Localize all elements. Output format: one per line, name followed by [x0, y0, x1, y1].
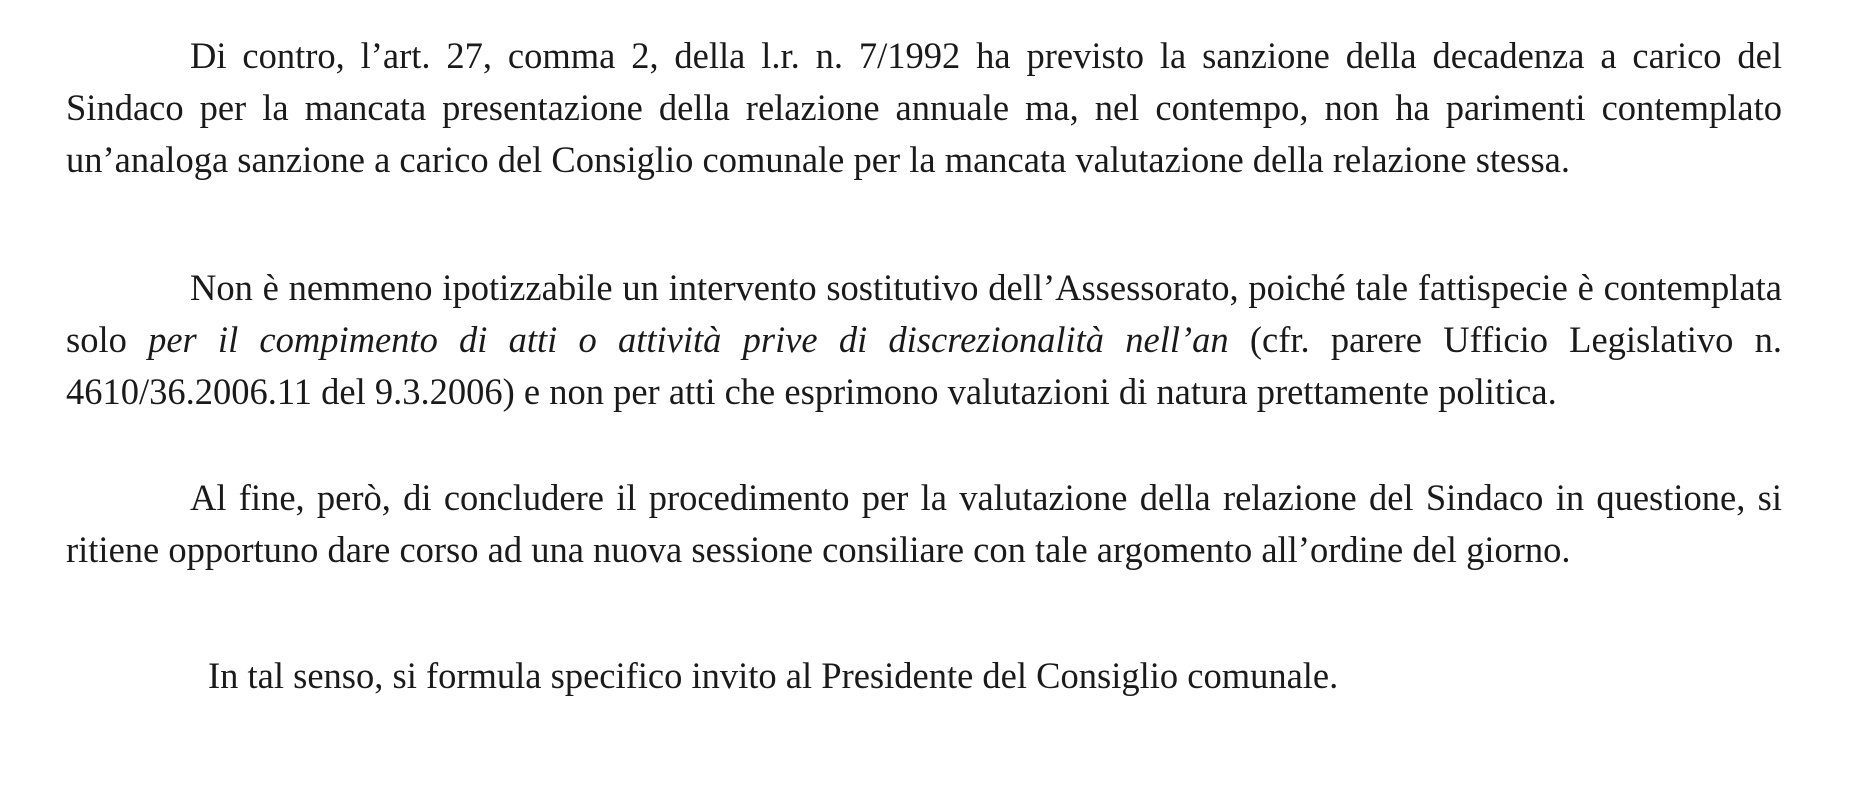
paragraph-text-before-italic: Non è nemmeno ipotizzabile un intervento sostitutivo dell’Assessorato, poiché tale fattispecie è contemplata solo [66, 267, 1782, 360]
italic-quotation: per il compimento di atti o attività prive di discrezionalità nell’an [148, 319, 1229, 360]
paragraph-text-after-italic: (cfr. parere Ufficio Legislativo n. 4610/36.2006.11 del 9.3.2006) e non per atti che esprimono valutazioni di natura prettamente politica. [66, 319, 1782, 412]
paragraph-nuova-sessione: Al fine, però, di concludere il procedimento per la valutazione della relazione del Sindaco in questione, si ritiene opportuno dare corso ad una nuova sessione consiliare con tale argomento all’ordine del giorno. [66, 477, 1782, 570]
paragraph-invito-presidente: In tal senso, si formula specifico invito al Presidente del Consiglio comunale. [208, 655, 1339, 696]
paragraph-intervento-sostitutivo [66, 262, 1782, 418]
paragraph-decadenza: Di contro, l’art. 27, comma 2, della l.r. n. 7/1992 ha previsto la sanzione della decadenza a carico del Sindaco per la mancata presentazione della relazione annuale ma, nel contempo, non ha parimenti contemplato un’analoga sanzione a carico del Consiglio comunale per la mancata valutazione della relazione stessa. [66, 35, 1782, 180]
